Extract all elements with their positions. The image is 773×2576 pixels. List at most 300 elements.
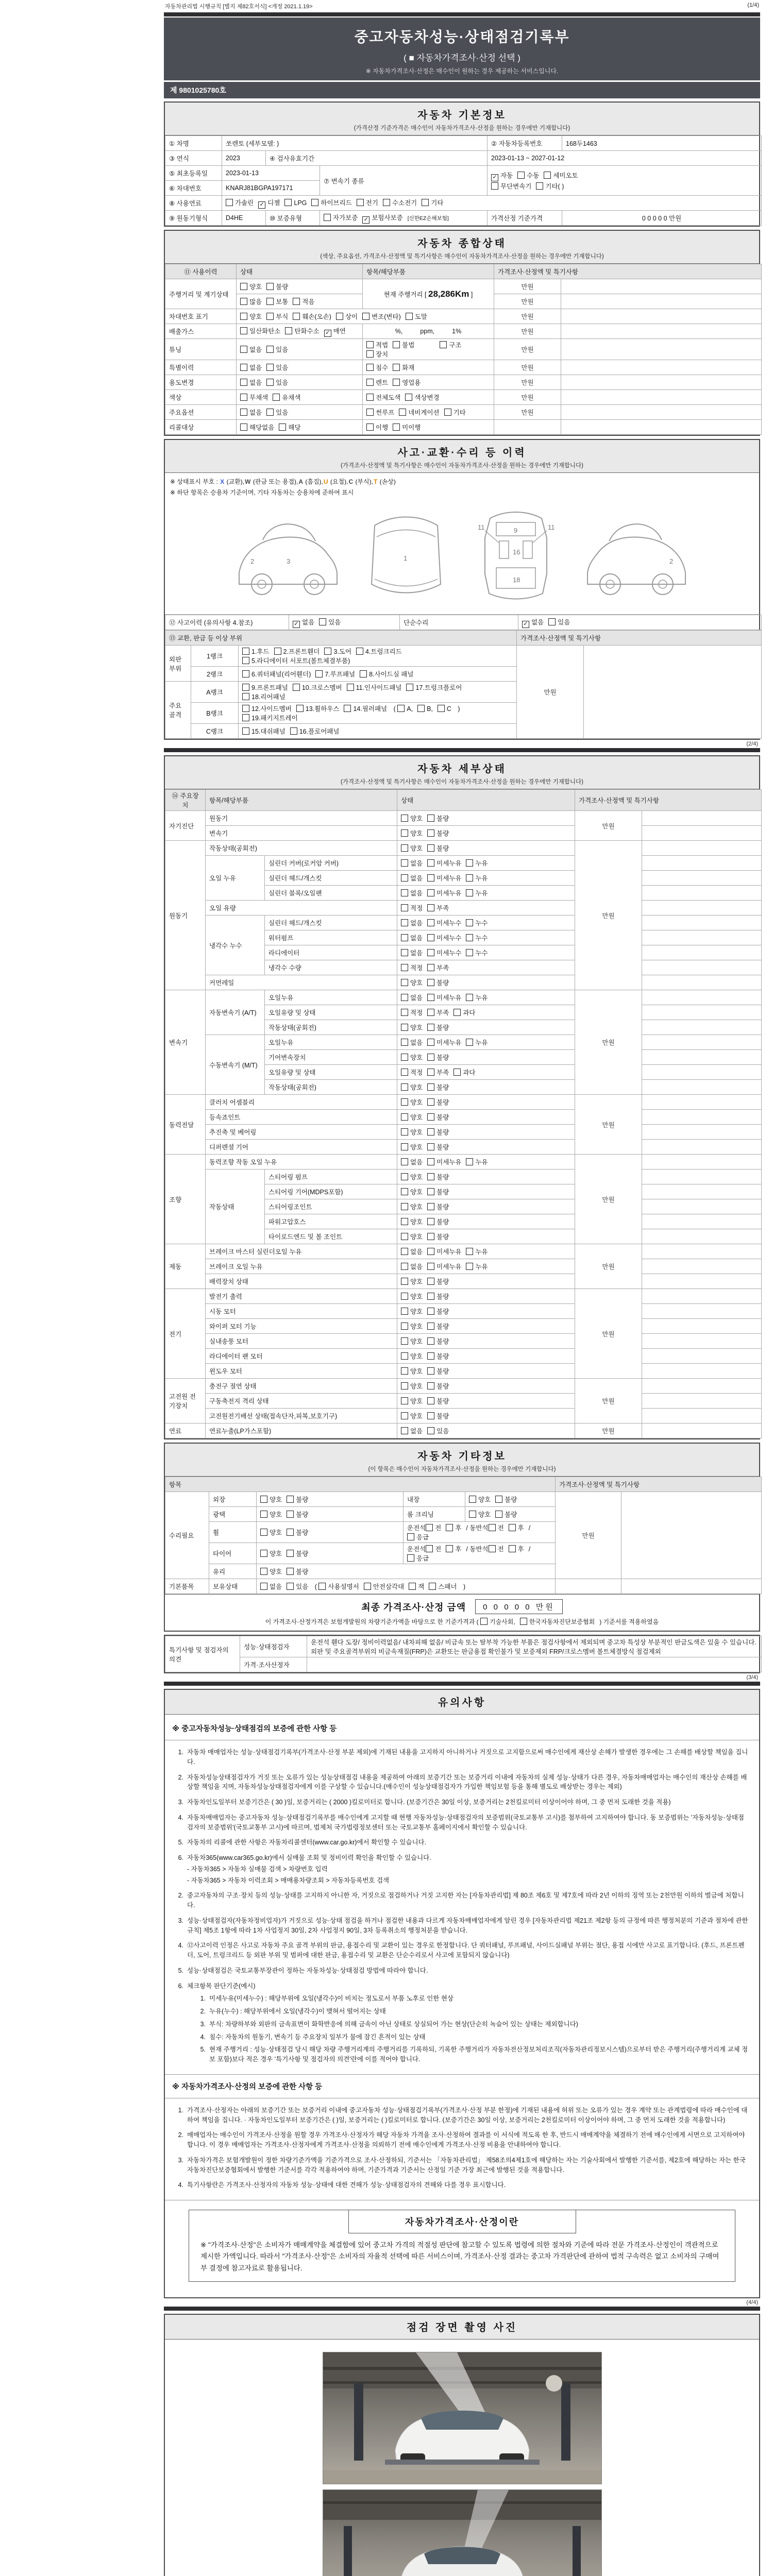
checkbox-box[interactable]: [401, 1054, 408, 1061]
checkbox[interactable]: [401, 1172, 423, 1181]
checkbox-box[interactable]: [401, 859, 408, 867]
checkbox-box[interactable]: [520, 1618, 527, 1625]
checkbox-box[interactable]: [401, 1203, 408, 1210]
checkbox-box[interactable]: [427, 964, 434, 971]
checkbox[interactable]: [260, 1582, 282, 1591]
checkbox-box[interactable]: [401, 1412, 408, 1419]
checkbox[interactable]: [401, 873, 423, 883]
checkbox-box[interactable]: [401, 829, 408, 837]
checkbox-box[interactable]: [427, 919, 434, 926]
checkbox-box[interactable]: [489, 1524, 496, 1531]
checkbox[interactable]: [429, 1582, 457, 1591]
checkbox[interactable]: [393, 340, 414, 349]
checkbox[interactable]: [401, 1157, 423, 1166]
checkbox[interactable]: [401, 1082, 423, 1092]
checkbox[interactable]: [287, 1528, 308, 1537]
checkbox-box[interactable]: [401, 1039, 408, 1046]
checkbox[interactable]: [427, 1053, 449, 1062]
checkbox-box[interactable]: [469, 1496, 476, 1503]
checkbox[interactable]: [290, 726, 340, 736]
checkbox-box[interactable]: [453, 1009, 461, 1016]
checkbox[interactable]: [509, 1523, 524, 1532]
checkbox[interactable]: [509, 1544, 524, 1553]
checkbox-box[interactable]: [360, 670, 367, 677]
checkbox[interactable]: [287, 1549, 308, 1558]
checkbox[interactable]: [401, 948, 423, 957]
checkbox[interactable]: [240, 363, 262, 372]
checkbox[interactable]: [319, 617, 341, 626]
checkbox[interactable]: [427, 1067, 449, 1077]
checkbox[interactable]: [536, 181, 564, 191]
checkbox-box[interactable]: [489, 1545, 496, 1552]
checkbox-box[interactable]: [285, 327, 292, 334]
checkbox-box[interactable]: [427, 1188, 434, 1195]
checkbox-box[interactable]: [401, 1427, 408, 1434]
checkbox-box[interactable]: [401, 904, 408, 911]
checkbox-box[interactable]: [336, 313, 343, 320]
checkbox[interactable]: [362, 312, 401, 321]
checkbox-checked[interactable]: [362, 213, 402, 224]
checkbox-box[interactable]: [401, 1218, 408, 1225]
checkbox-box[interactable]: [427, 979, 434, 986]
checkbox-checked[interactable]: [324, 326, 346, 337]
checkbox-box[interactable]: [240, 313, 247, 320]
checkbox[interactable]: [366, 340, 388, 349]
checkbox-box[interactable]: [406, 684, 413, 691]
checkbox[interactable]: [273, 393, 300, 402]
checkbox[interactable]: [466, 1038, 488, 1047]
checkbox-box[interactable]: [422, 199, 429, 206]
checkbox-box[interactable]: [401, 1278, 408, 1285]
checkbox[interactable]: [427, 1038, 461, 1047]
checkbox-box[interactable]: [495, 1511, 502, 1518]
checkbox-box[interactable]: [240, 298, 247, 305]
checkbox[interactable]: [453, 1067, 475, 1077]
checkbox[interactable]: [427, 1172, 449, 1181]
checkbox[interactable]: [427, 1127, 449, 1137]
checkbox-box[interactable]: [318, 1583, 326, 1590]
checkbox-box[interactable]: [440, 341, 447, 348]
checkbox-box[interactable]: [366, 423, 374, 431]
checkbox[interactable]: [401, 918, 423, 927]
checkbox-box[interactable]: [399, 409, 406, 416]
checkbox-box[interactable]: [284, 199, 292, 206]
checkbox[interactable]: [427, 903, 449, 912]
checkbox-box[interactable]: [466, 994, 473, 1001]
checkbox[interactable]: [438, 705, 451, 713]
checkbox-box[interactable]: [287, 1511, 294, 1518]
checkbox[interactable]: [401, 1097, 423, 1107]
checkbox-box[interactable]: [401, 1128, 408, 1136]
checkbox-box[interactable]: [293, 313, 300, 320]
checkbox[interactable]: [427, 993, 461, 1002]
checkbox[interactable]: [427, 1247, 461, 1256]
checkbox-box[interactable]: [407, 1533, 414, 1540]
checkbox-box[interactable]: [427, 1263, 434, 1270]
checkbox[interactable]: [397, 705, 413, 713]
checkbox[interactable]: [401, 1008, 423, 1017]
checkbox-box[interactable]: [366, 379, 374, 386]
checkbox[interactable]: [466, 948, 488, 957]
checkbox[interactable]: [548, 617, 570, 626]
checkbox[interactable]: [427, 918, 461, 927]
checkbox[interactable]: [266, 297, 288, 306]
checkbox[interactable]: [266, 312, 288, 321]
checkbox[interactable]: [427, 948, 461, 957]
checkbox-box[interactable]: [427, 1412, 434, 1419]
checkbox-box[interactable]: [427, 1382, 434, 1389]
checkbox-box[interactable]: [446, 1545, 453, 1552]
checkbox-box[interactable]: [356, 648, 363, 655]
checkbox-box[interactable]: [287, 1550, 294, 1557]
checkbox[interactable]: [466, 1157, 488, 1166]
checkbox[interactable]: [401, 1142, 423, 1151]
checkbox[interactable]: [401, 978, 423, 987]
checkbox-box[interactable]: [427, 1143, 434, 1150]
checkbox-box[interactable]: [427, 1098, 434, 1106]
checkbox-box[interactable]: [240, 283, 247, 290]
checkbox-checked[interactable]: [491, 171, 513, 181]
checkbox-box[interactable]: [409, 1583, 416, 1590]
checkbox-box[interactable]: [401, 1113, 408, 1121]
checkbox[interactable]: [360, 669, 413, 679]
checkbox-box[interactable]: [427, 1024, 434, 1031]
checkbox-box[interactable]: [427, 1083, 434, 1091]
checkbox-box[interactable]: [393, 423, 400, 431]
checkbox[interactable]: [285, 326, 319, 335]
checkbox[interactable]: [284, 199, 307, 207]
checkbox[interactable]: [491, 181, 531, 191]
checkbox-box[interactable]: [362, 313, 369, 320]
checkbox[interactable]: [427, 1277, 449, 1286]
checkbox[interactable]: [427, 814, 449, 823]
checkbox-checked[interactable]: [293, 617, 314, 628]
checkbox-box[interactable]: [364, 1583, 371, 1590]
checkbox-box[interactable]: [427, 1069, 434, 1076]
checkbox-box[interactable]: [240, 346, 247, 353]
checkbox-box[interactable]: [453, 1069, 461, 1076]
checkbox-box[interactable]: [427, 1158, 434, 1165]
checkbox-box[interactable]: [427, 1323, 434, 1330]
checkbox-box[interactable]: [401, 964, 408, 971]
checkbox[interactable]: [489, 1544, 504, 1553]
checkbox[interactable]: [366, 393, 400, 402]
checkbox-box[interactable]: [427, 994, 434, 1001]
checkbox[interactable]: [240, 282, 262, 291]
checkbox-box[interactable]: [427, 815, 434, 822]
checkbox-box[interactable]: [427, 859, 434, 867]
checkbox[interactable]: [242, 713, 298, 722]
checkbox-box[interactable]: [319, 618, 326, 625]
checkbox[interactable]: [427, 1321, 449, 1331]
checkbox[interactable]: [427, 1142, 449, 1151]
checkbox[interactable]: [393, 422, 421, 432]
checkbox[interactable]: [226, 198, 254, 207]
checkbox[interactable]: [401, 993, 423, 1002]
checkbox-box[interactable]: [240, 409, 247, 416]
checkbox[interactable]: [401, 1247, 423, 1256]
checkbox[interactable]: [242, 656, 350, 665]
checkbox-box[interactable]: [273, 394, 280, 401]
checkbox-box[interactable]: [401, 1024, 408, 1031]
checkbox[interactable]: [242, 704, 292, 713]
checkbox-box[interactable]: [266, 346, 274, 353]
checkbox[interactable]: [401, 1262, 423, 1271]
checkbox-box[interactable]: [242, 684, 249, 691]
checkbox[interactable]: [426, 1523, 441, 1532]
checkbox[interactable]: [427, 1351, 449, 1361]
checkbox-box[interactable]: [509, 1524, 516, 1531]
checkbox[interactable]: [240, 297, 262, 306]
checkbox-box[interactable]: [401, 1397, 408, 1404]
checkbox[interactable]: [427, 1112, 449, 1122]
checkbox-box[interactable]: [242, 705, 249, 712]
checkbox[interactable]: [426, 1544, 441, 1553]
checkbox-box[interactable]: [401, 1158, 408, 1165]
checkbox-box[interactable]: [426, 1545, 433, 1552]
checkbox-box[interactable]: [260, 1568, 267, 1575]
checkbox[interactable]: [293, 683, 342, 692]
checkbox-box[interactable]: [427, 1427, 434, 1434]
checkbox-box[interactable]: [240, 379, 247, 386]
checkbox[interactable]: [446, 1523, 461, 1532]
checkbox[interactable]: [401, 1426, 423, 1435]
checkbox-box[interactable]: ✓: [522, 621, 529, 628]
checkbox-box[interactable]: [427, 1009, 434, 1016]
checkbox[interactable]: [427, 978, 449, 987]
checkbox[interactable]: [266, 408, 288, 417]
checkbox-box[interactable]: [466, 1263, 473, 1270]
checkbox[interactable]: [406, 683, 462, 692]
checkbox[interactable]: [296, 704, 340, 713]
checkbox-box[interactable]: [397, 705, 405, 712]
checkbox-box[interactable]: [260, 1583, 267, 1590]
checkbox-box[interactable]: [347, 684, 354, 691]
checkbox-box[interactable]: [427, 1308, 434, 1315]
checkbox-box[interactable]: [427, 1337, 434, 1345]
checkbox-box[interactable]: [383, 199, 390, 206]
checkbox-box[interactable]: ✓: [491, 174, 498, 181]
checkbox[interactable]: [266, 282, 288, 291]
checkbox[interactable]: [427, 1426, 449, 1435]
checkbox-box[interactable]: [466, 919, 473, 926]
checkbox-box[interactable]: [401, 1188, 408, 1195]
checkbox[interactable]: [399, 408, 439, 417]
checkbox[interactable]: [401, 858, 423, 868]
checkbox-box[interactable]: [266, 409, 274, 416]
checkbox[interactable]: [293, 297, 314, 306]
checkbox-box[interactable]: [401, 1367, 408, 1375]
checkbox[interactable]: [357, 198, 378, 207]
checkbox[interactable]: [240, 345, 262, 354]
checkbox-box[interactable]: [466, 889, 473, 896]
checkbox[interactable]: [401, 1396, 423, 1405]
checkbox-checked[interactable]: [522, 617, 544, 628]
checkbox[interactable]: [401, 1053, 423, 1062]
checkbox[interactable]: [427, 858, 461, 868]
checkbox-box[interactable]: [266, 298, 274, 305]
checkbox-box[interactable]: [242, 670, 249, 677]
checkbox-box[interactable]: [401, 1323, 408, 1330]
checkbox-box[interactable]: [290, 727, 297, 735]
checkbox-box[interactable]: [427, 829, 434, 837]
checkbox[interactable]: [401, 963, 423, 972]
checkbox[interactable]: [287, 1582, 308, 1591]
checkbox-box[interactable]: [293, 684, 300, 691]
checkbox-box[interactable]: [466, 859, 473, 867]
checkbox-box[interactable]: [401, 1173, 408, 1180]
checkbox[interactable]: [279, 422, 300, 432]
checkbox[interactable]: [287, 1510, 308, 1519]
checkbox[interactable]: [401, 1411, 423, 1420]
checkbox-box[interactable]: [429, 1583, 436, 1590]
checkbox[interactable]: [287, 1567, 308, 1576]
checkbox-box[interactable]: [427, 1039, 434, 1046]
checkbox[interactable]: [544, 171, 578, 180]
checkbox[interactable]: [427, 1187, 449, 1196]
checkbox[interactable]: [495, 1510, 517, 1519]
checkbox[interactable]: [422, 198, 443, 207]
checkbox-box[interactable]: [427, 844, 434, 852]
checkbox-box[interactable]: [366, 341, 374, 348]
checkbox-box[interactable]: [427, 1278, 434, 1285]
checkbox[interactable]: [466, 993, 488, 1002]
checkbox[interactable]: [366, 378, 388, 387]
checkbox[interactable]: [266, 363, 288, 372]
checkbox-box[interactable]: [401, 994, 408, 1001]
checkbox[interactable]: [427, 1411, 449, 1420]
checkbox-box[interactable]: ✓: [324, 330, 331, 337]
checkbox[interactable]: [427, 1307, 449, 1316]
checkbox[interactable]: [417, 705, 433, 713]
checkbox[interactable]: [427, 963, 449, 972]
checkbox-box[interactable]: [366, 364, 374, 371]
checkbox-box[interactable]: [427, 874, 434, 882]
checkbox[interactable]: [427, 873, 461, 883]
checkbox-box[interactable]: [242, 657, 249, 664]
checkbox[interactable]: [401, 903, 423, 912]
checkbox[interactable]: [489, 1523, 504, 1532]
checkbox[interactable]: [401, 1202, 423, 1211]
checkbox[interactable]: [366, 408, 394, 417]
checkbox[interactable]: [466, 858, 488, 868]
checkbox[interactable]: [401, 1381, 423, 1391]
checkbox[interactable]: [401, 933, 423, 942]
checkbox-box[interactable]: [401, 1263, 408, 1270]
checkbox-box[interactable]: [446, 1524, 453, 1531]
checkbox-box[interactable]: [480, 1618, 488, 1625]
checkbox-box[interactable]: [427, 1054, 434, 1061]
checkbox-box[interactable]: [401, 979, 408, 986]
checkbox-box[interactable]: [260, 1550, 267, 1557]
checkbox[interactable]: [242, 683, 288, 692]
checkbox[interactable]: [315, 669, 355, 679]
checkbox[interactable]: [401, 1336, 423, 1346]
checkbox-box[interactable]: [401, 1248, 408, 1255]
checkbox[interactable]: [427, 1217, 449, 1226]
checkbox[interactable]: [427, 1381, 449, 1391]
checkbox[interactable]: [466, 1262, 488, 1271]
checkbox-box[interactable]: [393, 364, 400, 371]
checkbox-box[interactable]: [427, 904, 434, 911]
checkbox-box[interactable]: [240, 394, 247, 401]
checkbox-box[interactable]: [266, 313, 274, 320]
checkbox[interactable]: [427, 1097, 449, 1107]
checkbox[interactable]: [401, 1112, 423, 1122]
checkbox[interactable]: [466, 888, 488, 897]
checkbox[interactable]: [446, 1544, 461, 1553]
checkbox-box[interactable]: [466, 1039, 473, 1046]
checkbox-box[interactable]: [296, 705, 304, 712]
checkbox-box[interactable]: [401, 1083, 408, 1091]
checkbox[interactable]: [366, 422, 388, 432]
checkbox-box[interactable]: [266, 379, 274, 386]
checkbox[interactable]: [427, 1157, 461, 1166]
checkbox-box[interactable]: [266, 283, 274, 290]
checkbox[interactable]: [356, 647, 402, 656]
checkbox[interactable]: [287, 1495, 308, 1504]
checkbox[interactable]: [242, 647, 270, 656]
checkbox[interactable]: [260, 1495, 282, 1504]
checkbox[interactable]: [318, 1582, 359, 1591]
checkbox-box[interactable]: [366, 394, 374, 401]
checkbox[interactable]: [401, 1351, 423, 1361]
checkbox-box[interactable]: [287, 1583, 294, 1590]
checkbox-box[interactable]: [274, 648, 281, 655]
checkbox-box[interactable]: [324, 648, 331, 655]
checkbox-box[interactable]: [401, 1233, 408, 1240]
checkbox-box[interactable]: [417, 705, 425, 712]
checkbox-box[interactable]: [226, 199, 233, 206]
checkbox-box[interactable]: [242, 648, 249, 655]
checkbox[interactable]: [344, 704, 387, 713]
checkbox-box[interactable]: [427, 1173, 434, 1180]
checkbox-box[interactable]: [287, 1529, 294, 1536]
checkbox[interactable]: [427, 1366, 449, 1376]
checkbox[interactable]: [466, 873, 488, 883]
checkbox-box[interactable]: [427, 889, 434, 896]
checkbox[interactable]: [366, 363, 388, 372]
checkbox-box[interactable]: [393, 379, 400, 386]
checkbox-box[interactable]: [401, 874, 408, 882]
checkbox[interactable]: [427, 1262, 461, 1271]
checkbox[interactable]: [427, 1082, 449, 1092]
checkbox-box[interactable]: ✓: [362, 216, 369, 224]
checkbox-box[interactable]: [240, 327, 247, 334]
checkbox[interactable]: [409, 1582, 424, 1591]
checkbox[interactable]: [427, 843, 449, 853]
checkbox-box[interactable]: [407, 1554, 414, 1562]
checkbox-box[interactable]: [260, 1529, 267, 1536]
checkbox[interactable]: [393, 378, 421, 387]
checkbox-box[interactable]: [427, 1293, 434, 1300]
checkbox[interactable]: [427, 1202, 449, 1211]
checkbox-box[interactable]: [427, 1113, 434, 1121]
checkbox[interactable]: [427, 1023, 449, 1032]
checkbox[interactable]: [293, 312, 331, 321]
checkbox[interactable]: [407, 1553, 429, 1563]
checkbox-box[interactable]: [242, 714, 249, 721]
checkbox[interactable]: [336, 312, 358, 321]
checkbox[interactable]: [401, 843, 423, 853]
checkbox-box[interactable]: [242, 727, 249, 735]
checkbox-box[interactable]: [427, 1128, 434, 1136]
checkbox-box[interactable]: [401, 889, 408, 896]
checkbox[interactable]: [401, 1038, 423, 1047]
checkbox-box[interactable]: [344, 705, 351, 712]
checkbox-box[interactable]: [324, 214, 331, 221]
checkbox-box[interactable]: [401, 1352, 408, 1360]
